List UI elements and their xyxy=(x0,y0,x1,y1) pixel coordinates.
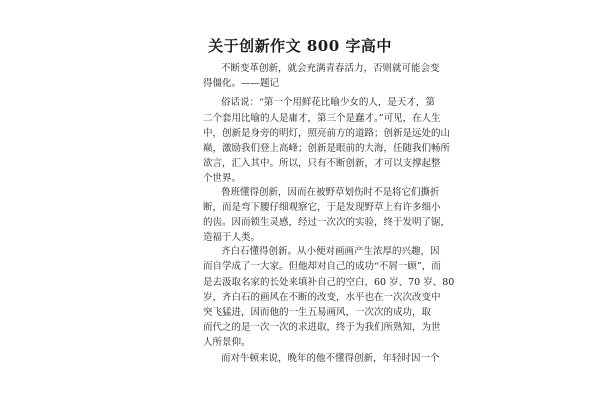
body-text-line: 人所景仰。 xyxy=(203,337,251,348)
body-text-line: 而自学成了一大家。但他却对自己的成功“不屑一顾”，而 xyxy=(203,261,441,272)
body-text-line: 是去汲取名家的长处来填补自己的空白，60 岁、70 岁、80 xyxy=(203,277,455,288)
body-text-line: 欲言，汇入其中。所以，只有不断创新，才可以支撑起整 xyxy=(203,158,441,169)
body-text-line: 中，创新是身旁的明灯，照亮前方的道路；创新是远处的山 xyxy=(203,128,451,139)
document-title: 关于创新作文 800 字高中 xyxy=(208,37,392,55)
body-text-line: 突飞猛进，因而他的一生五易画风，一次次的成功，取 xyxy=(203,307,432,318)
body-text-line: 不断变革创新，就会充满青春活力，否则就可能会变 xyxy=(221,63,440,74)
body-text-line: 而代之的是一次一次的求进取，终于为我们所熟知，为世 xyxy=(203,322,441,333)
body-text-line: 个世界。 xyxy=(203,173,242,184)
body-text-line: 断，而是弯下腰仔细观察它，于是发现野草上有许多细小 xyxy=(203,202,441,213)
body-text-line: 巅，激励我们登上高峰；创新是眼前的大海，任随我们畅所 xyxy=(203,143,451,154)
body-text-line: 得僵化。——题记 xyxy=(203,78,280,89)
body-text-line: 俗话说：“第一个用鲜花比喻少女的人，是天才，第 xyxy=(221,97,435,108)
body-text-line: 鲁班懂得创新，因而在被野草划伤时不是将它们撕折 xyxy=(221,187,440,198)
body-text-line: 而对牛顿来说，晚年的他不懂得创新，年轻时因一个 xyxy=(221,353,440,364)
body-text-line: 的齿。因而锁生灵感，经过一次次的实验，终于发明了锯， xyxy=(203,217,451,228)
body-text-line: 二个套用比喻的人是庸才，第三个是蠢才。”可见，在人生 xyxy=(203,113,441,124)
body-text-line: 岁，齐白石的画风在不断的改变，水平也在一次次改变中 xyxy=(203,292,441,303)
body-text-line: 齐白石懂得创新。从小便对画画产生浓厚的兴趣，因 xyxy=(221,246,440,257)
body-text-line: 造福于人类。 xyxy=(203,232,261,243)
